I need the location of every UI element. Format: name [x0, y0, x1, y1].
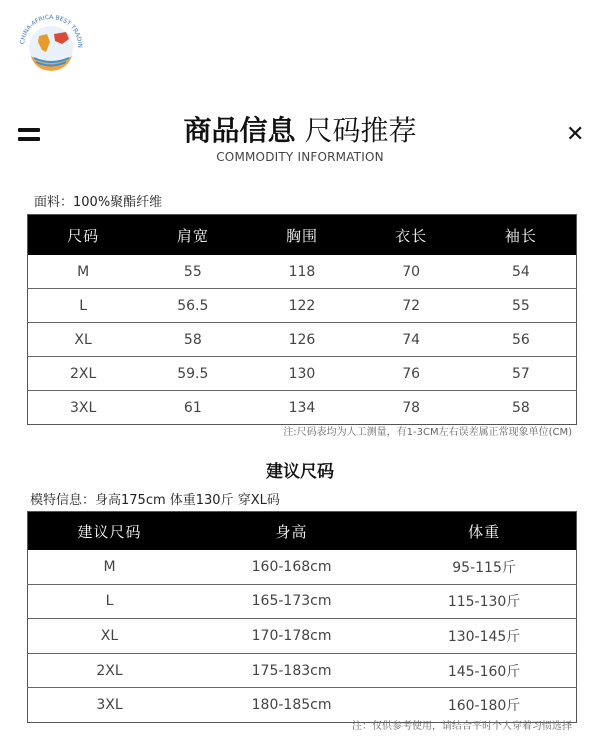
table-cell: 180-185cm — [251, 697, 332, 714]
table-cell: M — [28, 550, 191, 584]
table-cell: XL — [28, 619, 191, 654]
table-cell: 160-168cm — [191, 550, 392, 584]
column-header: 肩宽 — [176, 226, 209, 245]
column-header: 袖长 — [504, 226, 537, 245]
table-cell: L — [28, 289, 139, 323]
table-cell: 145-160斤 — [392, 653, 576, 688]
table-cell: 72 — [357, 289, 466, 323]
table-cell: 58 — [511, 399, 530, 416]
table-cell: 134 — [288, 399, 316, 416]
table-cell: 175-183cm — [191, 653, 392, 688]
table-cell: 2XL — [28, 653, 191, 688]
table-cell: 122 — [247, 289, 356, 323]
column-header: 身高 — [275, 522, 308, 541]
table-cell: M — [28, 255, 139, 289]
globe-logo-icon — [12, 6, 90, 84]
table-cell: 3XL — [96, 697, 123, 714]
table-cell: 58 — [138, 323, 247, 357]
section-title: 建议尺码 — [266, 462, 334, 482]
table-cell: 115-130斤 — [392, 584, 576, 619]
table-row — [28, 255, 577, 289]
table-row — [28, 323, 577, 357]
logo-text: CHINA-AFRICA BEST TRADIN — [19, 13, 84, 48]
table-cell: 130 — [247, 357, 356, 391]
model-info: 模特信息：身高175cm 体重130斤 穿XL码 — [30, 493, 280, 508]
table-cell: 55 — [466, 289, 577, 323]
table-cell: 57 — [466, 357, 577, 391]
table-cell: 160-180斤 — [447, 698, 521, 715]
size-table — [27, 214, 577, 425]
reference-note: 注：仅供参考使用，请结合平时个人穿着习惯选择 — [352, 721, 572, 732]
table-row — [28, 550, 577, 584]
recommend-table-header — [28, 512, 577, 551]
table-cell: XL — [28, 323, 139, 357]
title-bold: 商品信息 — [183, 114, 296, 147]
table-row — [28, 619, 577, 654]
table-cell: 95-115斤 — [392, 550, 576, 584]
table-cell: 118 — [247, 255, 356, 289]
column-header: 胸围 — [285, 226, 318, 245]
platform-logo — [12, 6, 90, 84]
page-title — [0, 113, 600, 149]
table-cell: 54 — [466, 255, 577, 289]
table-cell: 70 — [357, 255, 466, 289]
table-row — [28, 391, 577, 425]
table-cell: 165-173cm — [191, 584, 392, 619]
table-cell: 74 — [357, 323, 466, 357]
table-row — [28, 289, 577, 323]
title-rest: 尺码推荐 — [295, 114, 417, 147]
recommend-table — [27, 511, 577, 723]
table-row — [28, 584, 577, 619]
page-subtitle: COMMODITY INFORMATION — [216, 150, 384, 164]
table-cell: 2XL — [28, 357, 139, 391]
table-row — [28, 357, 577, 391]
column-header: 尺码 — [67, 226, 100, 245]
table-cell: 130-145斤 — [392, 619, 576, 654]
table-cell: L — [28, 584, 191, 619]
column-header: 建议尺码 — [77, 522, 142, 541]
table-cell: 76 — [357, 357, 466, 391]
table-cell: 56 — [466, 323, 577, 357]
page-header — [0, 113, 600, 164]
table-cell: 59.5 — [138, 357, 247, 391]
column-header: 体重 — [468, 522, 501, 541]
table-cell: 55 — [138, 255, 247, 289]
column-header: 衣长 — [395, 226, 428, 245]
size-table-header — [28, 215, 577, 256]
table-cell: 3XL — [69, 399, 97, 416]
table-cell: 170-178cm — [191, 619, 392, 654]
table-cell: 56.5 — [138, 289, 247, 323]
table-row — [28, 653, 577, 688]
close-icon[interactable]: ✕ — [566, 122, 585, 147]
table-cell: 78 — [402, 399, 421, 416]
measurement-note: 注:尺码表均为人工测量，有1-3CM左右误差属正常现象单位(CM) — [283, 427, 572, 438]
table-cell: 126 — [247, 323, 356, 357]
fabric-info: 面料：100%聚酯纤维 — [34, 195, 163, 210]
table-cell: 61 — [183, 399, 202, 416]
